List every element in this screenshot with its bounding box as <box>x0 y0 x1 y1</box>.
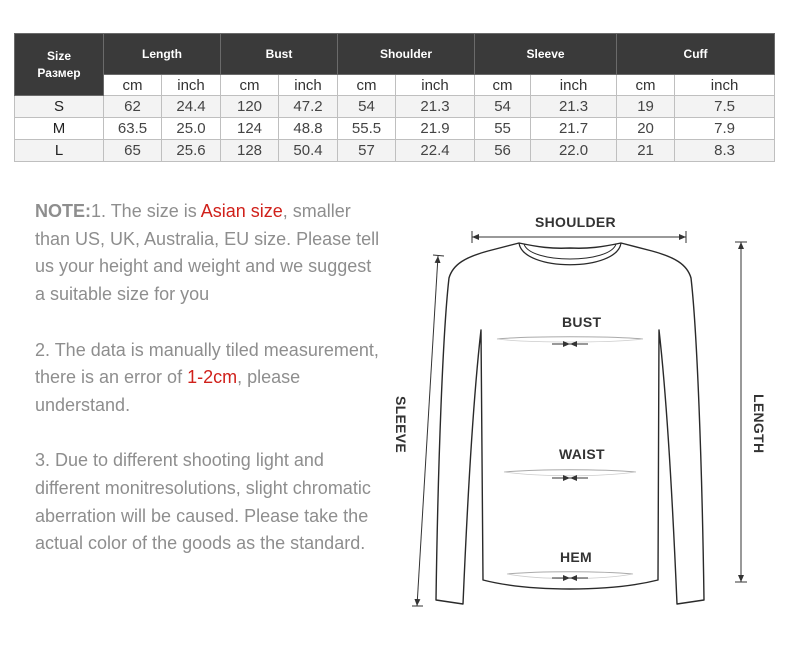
group-header-length: Length <box>104 34 221 75</box>
size-table <box>14 33 775 162</box>
label-waist: WAIST <box>559 446 605 462</box>
size-label: L <box>15 140 104 162</box>
unit-cell: inch <box>396 75 475 96</box>
unit-cell: cm <box>221 75 279 96</box>
table-cell: 21.3 <box>396 96 475 118</box>
table-cell: 22.0 <box>531 140 617 162</box>
size-column-header <box>15 34 104 96</box>
size-label: S <box>15 96 104 118</box>
table-cell: 56 <box>475 140 531 162</box>
size-header-ru: Размер <box>37 65 81 80</box>
unit-cell: inch <box>279 75 338 96</box>
table-cell: 47.2 <box>279 96 338 118</box>
unit-cell: cm <box>617 75 675 96</box>
table-cell: 21 <box>617 140 675 162</box>
table-cell: 124 <box>221 118 279 140</box>
table-cell: 50.4 <box>279 140 338 162</box>
measurement-diagram <box>380 200 790 620</box>
note-1-highlight: Asian size <box>200 201 283 221</box>
table-row <box>15 140 775 162</box>
group-header-bust: Bust <box>221 34 338 75</box>
unit-cell: inch <box>675 75 775 96</box>
label-bust: BUST <box>562 314 602 330</box>
table-cell: 54 <box>338 96 396 118</box>
group-header-sleeve: Sleeve <box>475 34 617 75</box>
table-header-row <box>15 34 775 75</box>
note-1-text-a: 1. The size is <box>91 201 201 221</box>
unit-cell: cm <box>338 75 396 96</box>
table-cell: 25.0 <box>162 118 221 140</box>
label-hem: HEM <box>560 549 593 565</box>
table-cell: 24.4 <box>162 96 221 118</box>
label-length: LENGTH <box>751 394 767 454</box>
note-2 <box>35 337 380 420</box>
table-cell: 63.5 <box>104 118 162 140</box>
table-cell: 20 <box>617 118 675 140</box>
unit-cell: inch <box>531 75 617 96</box>
table-cell: 55 <box>475 118 531 140</box>
group-header-cuff: Cuff <box>617 34 775 75</box>
table-cell: 21.3 <box>531 96 617 118</box>
table-cell: 7.9 <box>675 118 775 140</box>
table-cell: 65 <box>104 140 162 162</box>
table-cell: 22.4 <box>396 140 475 162</box>
note-3 <box>35 447 380 558</box>
note-2-text-b: , please understand. <box>35 367 301 415</box>
table-cell: 55.5 <box>338 118 396 140</box>
size-label: M <box>15 118 104 140</box>
table-cell: 128 <box>221 140 279 162</box>
unit-cell: cm <box>475 75 531 96</box>
table-cell: 57 <box>338 140 396 162</box>
note-2-text-a: 2. The data is manually tiled measurement, there is an error of <box>35 339 379 388</box>
note-label: NOTE: <box>35 201 91 221</box>
table-cell: 7.5 <box>675 96 775 118</box>
table-cell: 120 <box>221 96 279 118</box>
size-header-en: Size <box>46 48 71 63</box>
unit-header-row <box>15 75 775 96</box>
table-cell: 8.3 <box>675 140 775 162</box>
label-shoulder: SHOULDER <box>535 214 616 230</box>
table-cell: 62 <box>104 96 162 118</box>
note-2-highlight: 1-2cm <box>187 367 238 388</box>
unit-cell: cm <box>104 75 162 96</box>
note-3-text: 3. Due to different shooting light and different monitresolutions, slight chromatic aberration will be caused. Please take the actual color of the goods as the standard. <box>35 450 371 554</box>
table-cell: 21.9 <box>396 118 475 140</box>
size-notes <box>35 198 380 586</box>
table-cell: 19 <box>617 96 675 118</box>
sleeve-arrow <box>417 256 438 606</box>
table-cell: 25.6 <box>162 140 221 162</box>
table-row <box>15 118 775 140</box>
note-1-text-b: , smaller than US, UK, Australia, EU size. Please tell us your height and weight and we suggest a suitable size for you <box>35 201 380 305</box>
unit-cell: inch <box>162 75 221 96</box>
table-cell: 21.7 <box>531 118 617 140</box>
label-sleeve: SLEEVE <box>393 396 409 454</box>
group-header-shoulder: Shoulder <box>338 34 475 75</box>
note-1 <box>35 198 380 309</box>
table-cell: 48.8 <box>279 118 338 140</box>
table-row <box>15 96 775 118</box>
table-cell: 54 <box>475 96 531 118</box>
